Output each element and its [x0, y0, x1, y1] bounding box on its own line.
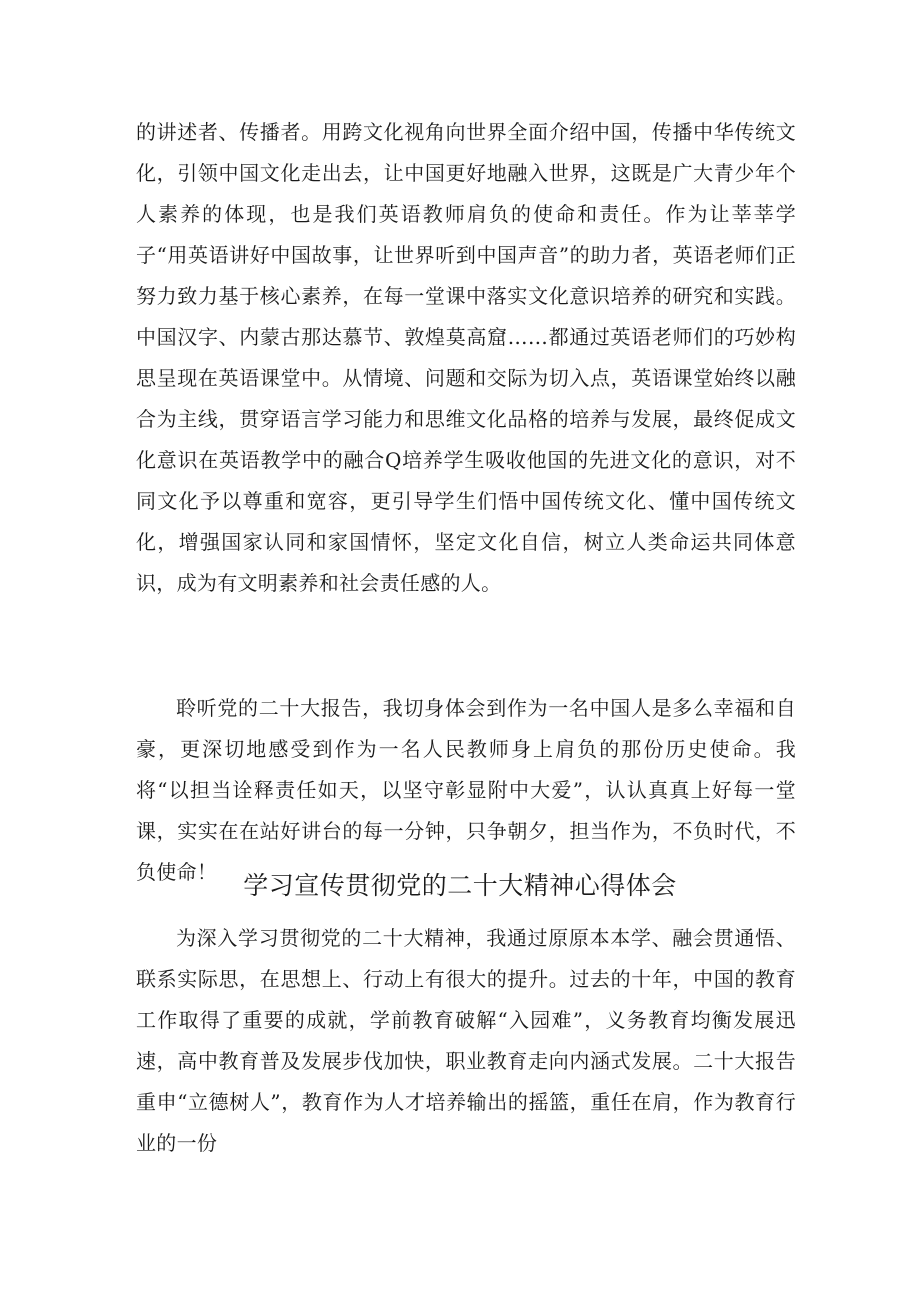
paragraph-continued: 的讲述者、传播者。用跨文化视角向世界全面介绍中国，传播中华传统文化，引领中国文化走出去，让中国更好地融入世界，这既是广大青少年个人素养的体现，也是我们英语教师肩负的使命和责任。作为让莘莘学子“用英语讲好中国故事，让世界听到中国声音”的助力者，英语老师们正努力致力基于核心素养，在每一堂课中落实文化意识培养的研究和实践。中国汉字、内蒙古那达慕节、敦煌莫高窟……都通过英语老师们的巧妙构思呈现在英语课堂中。从情境、问题和交际为切入点，英语课堂始终以融合为主线，贯穿语言学习能力和思维文化品格的培养与发展，最终促成文化意识在英语教学中的融合Q培养学生吸收他国的先进文化的意识，对不同文化予以尊重和宽容，更引导学生们悟中国传统文化、懂中国传统文化，增强国家认同和家国情怀，坚定文化自信，树立人类命运共同体意识，成为有文明素养和社会责任感的人。	[136, 120, 796, 595]
body-text-block	[136, 112, 796, 604]
body-text-block	[136, 918, 796, 1164]
paragraph-new: 为深入学习贯彻党的二十大精神，我通过原原本本学、融会贯通悟、联系实际思，在思想上、行动上有很大的提升。过去的十年，中国的教育工作取得了重要的成就，学前教育破解“入园难”，义务教育均衡发展迅速，高中教育普及发展步伐加快，职业教育走向内涵式发展。二十大报告重申“立德树人”，教育作为人才培养输出的摇篮，重任在肩，作为教育行业的一份	[136, 926, 796, 1155]
paragraph-conclusion: 聆听党的二十大报告，我切身体会到作为一名中国人是多么幸福和自豪，更深切地感受到作为一名人民教师身上肩负的那份历史使命。我将“以担当诠释责任如天，以坚守彰显附中大爱”，认认真真上好每一堂课，实实在在站好讲台的每一分钟，只争朝夕，担当作为，不负时代，不负使命！	[136, 696, 796, 884]
body-text-block	[136, 688, 796, 893]
section-heading: 学习宣传贯彻党的二十大精神心得体会	[243, 871, 677, 900]
